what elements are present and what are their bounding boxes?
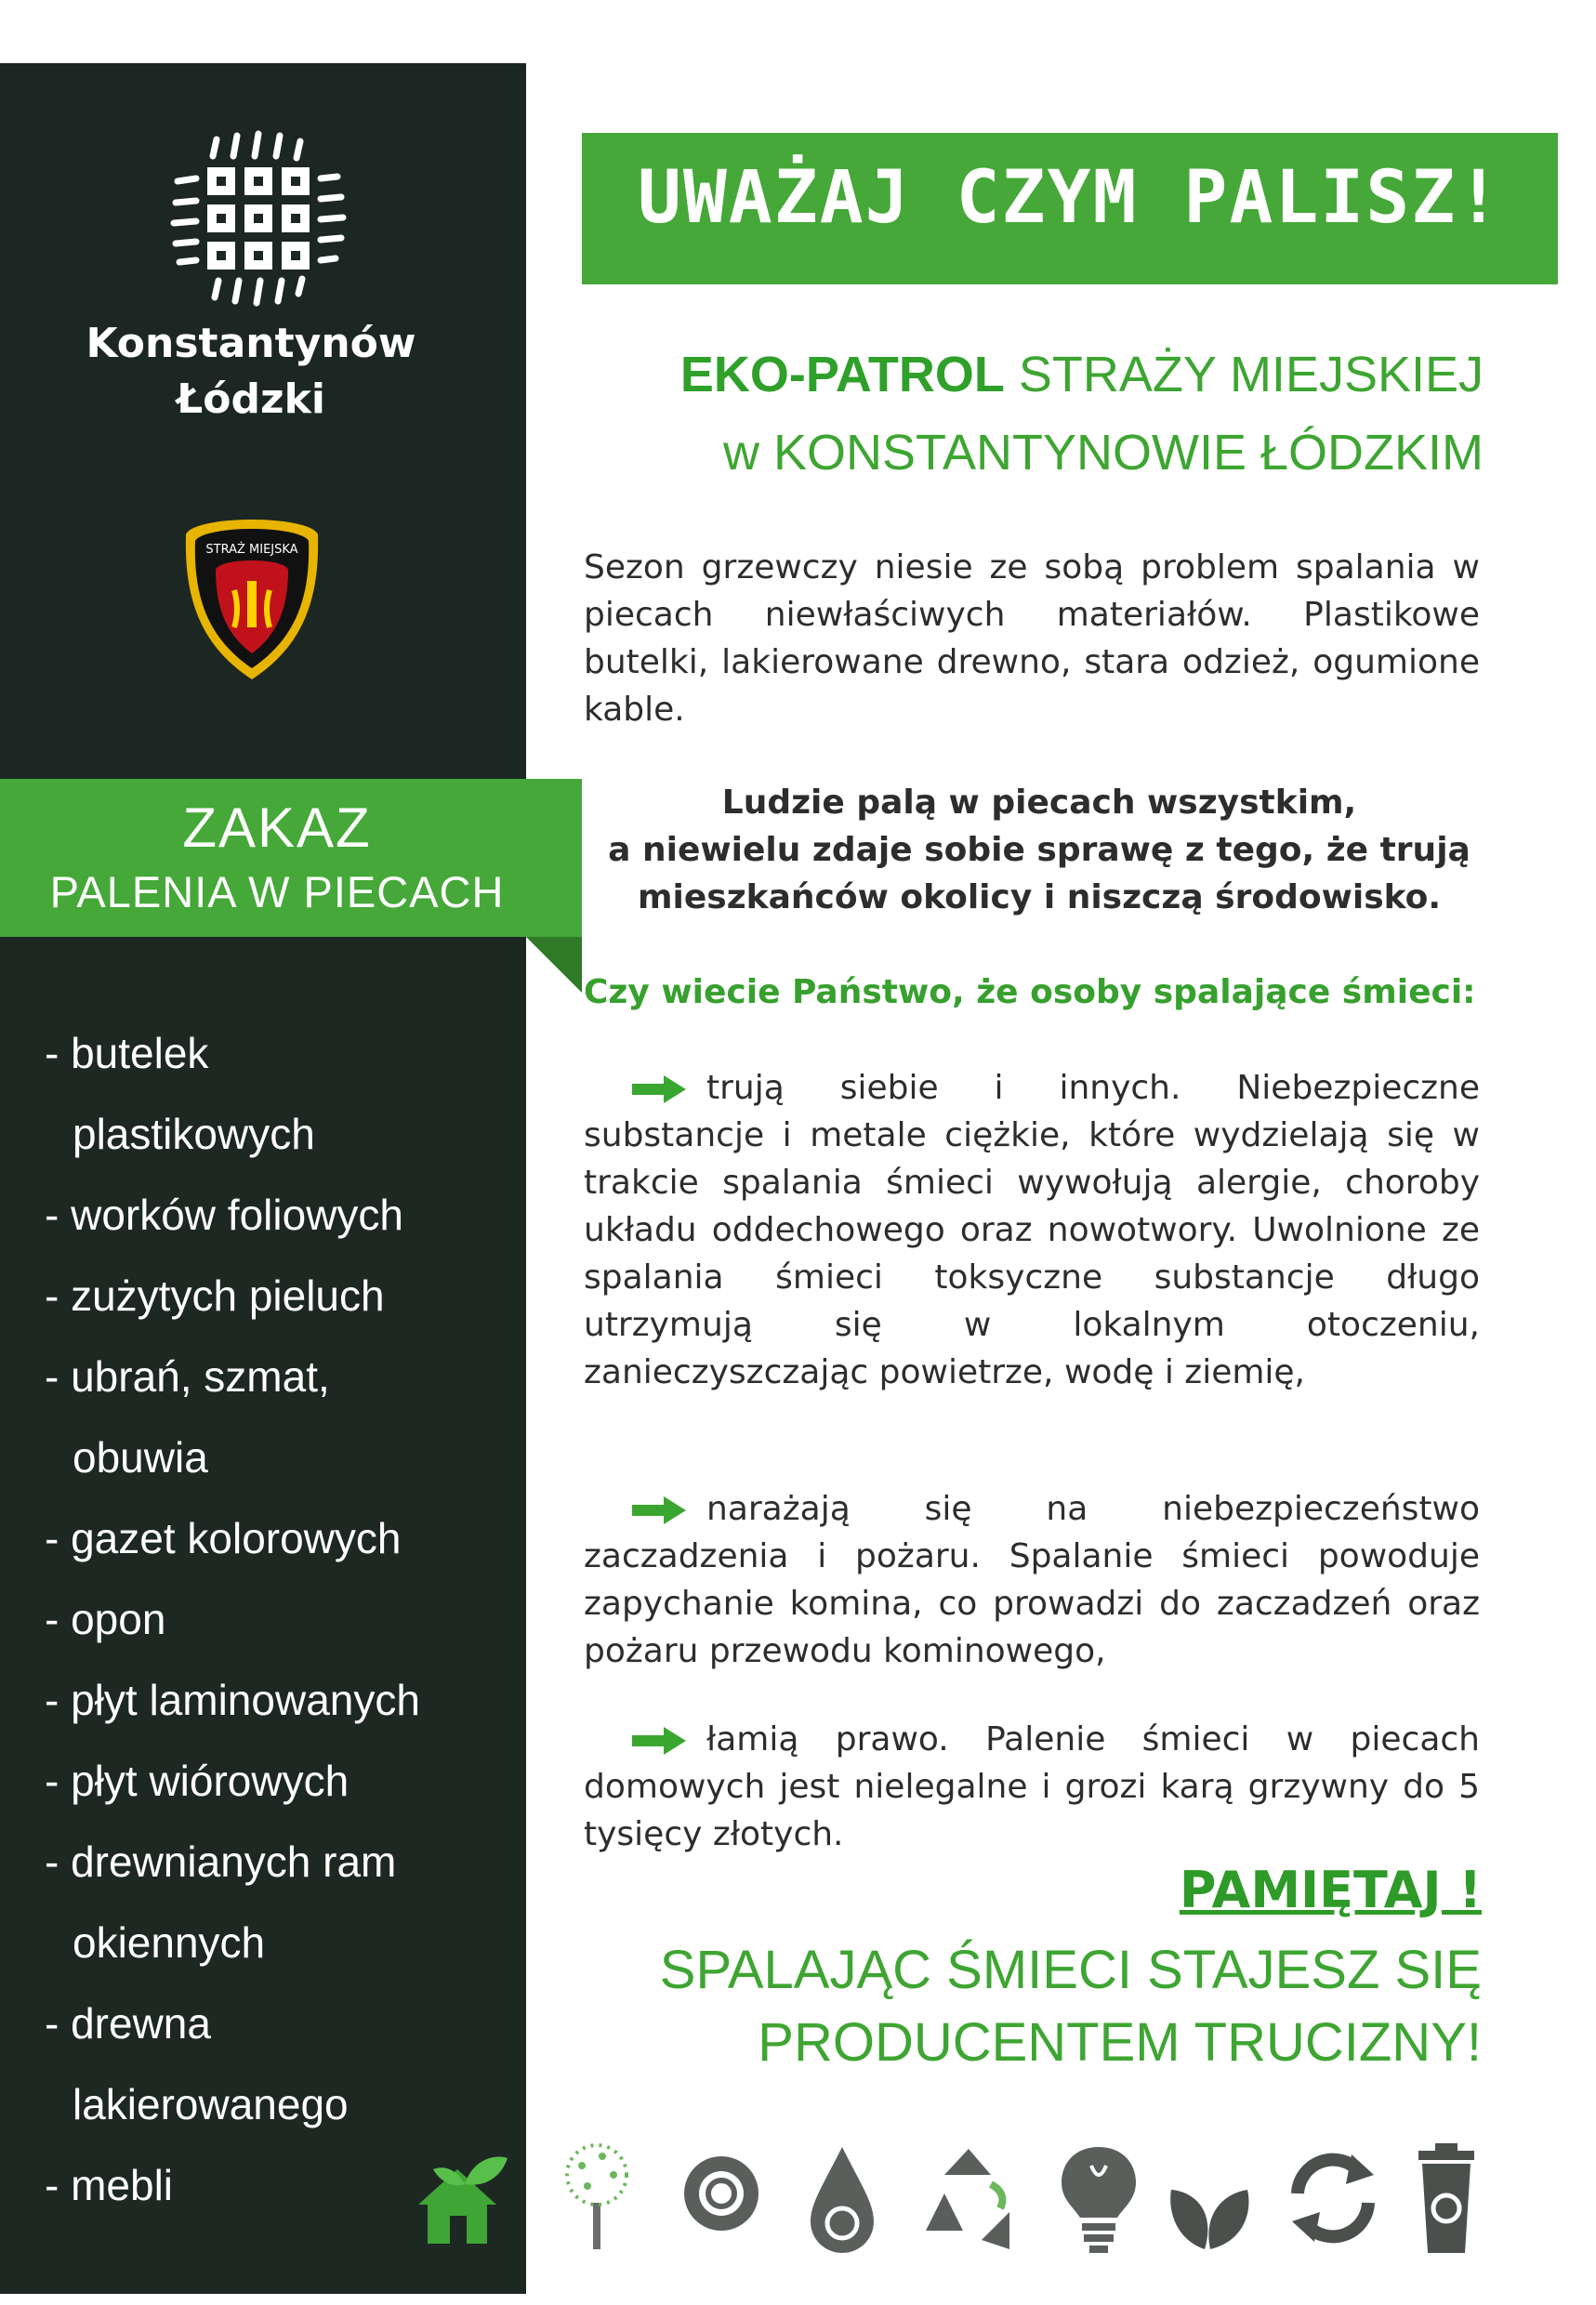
intro-paragraph: Sezon grzewczy niesie ze sobą problem spalania w piecach niewłaściwych materiałów. Plastikowe butelki, lakierowane drewno, stara odzież, ogumione kable. [584, 548, 1480, 729]
refresh-arrows-icon [1292, 2154, 1374, 2242]
list-item: - butelek [45, 1029, 209, 1077]
subheading-rest: STRAŻY MIEJSKIEJ [1018, 347, 1484, 402]
eco-icons-row [554, 2138, 1484, 2259]
list-item: - mebli [45, 2161, 174, 2209]
list-item: - płyt laminowanych [45, 1676, 420, 1724]
ban-banner-title: ZAKAZ [182, 797, 372, 859]
point-2 [584, 1485, 1480, 1675]
badge-text: STRAŻ MIEJSKA [205, 543, 298, 557]
ban-banner-fold [526, 937, 582, 993]
list-item: lakierowanego [73, 2080, 349, 2128]
list-item: - ubrań, szmat, [45, 1352, 330, 1401]
arrow-right-icon [632, 1496, 686, 1524]
tree-icon [567, 2145, 627, 2249]
arrow-right-icon [632, 1075, 686, 1103]
slogan-line1: SPALAJĄC ŚMIECI STAJESZ SIĘ [659, 1940, 1482, 2000]
recycle-arrows-icon [926, 2149, 1009, 2249]
city-name-line1: Konstantynów [86, 320, 416, 367]
city-name-line2: Łódzki [177, 375, 325, 423]
page-title: UWAŻAJ CZYM PALISZ! [637, 156, 1503, 240]
emphasis-line1: Ludzie palą w piecach wszystkim, [721, 784, 1357, 822]
list-item: okiennych [73, 1918, 266, 1967]
emphasis-line2: a niewielu zdaje sobie sprawę z tego, że trują [608, 831, 1471, 869]
city-guard-badge-icon [182, 516, 322, 683]
emphasis-line3: mieszkańców okolicy i niszczą środowisko. [638, 878, 1441, 916]
emphasis-paragraph [584, 779, 1495, 921]
point-2-text: narażają się na niebezpieczeństwo zaczadzenia i pożaru. Spalanie śmieci powoduje zapychanie komina, co prowadzi do zaczadzeń oraz pożaru przewodu kominowego, [584, 1490, 1480, 1670]
leaves-icon [1170, 2190, 1248, 2249]
house-leaf-icon [409, 2147, 511, 2249]
list-item: - gazet kolorowych [45, 1514, 402, 1562]
city-logo-icon [170, 130, 347, 307]
subheading-bold: EKO-PATROL [679, 347, 1005, 402]
list-item: - drewnianych ram [45, 1837, 397, 1886]
point-3-text: łamią prawo. Palenie śmieci w piecach domowych jest nielegalne i grozi karą grzywny do 5 tysięcy złotych. [584, 1720, 1480, 1853]
banned-materials-list [45, 1013, 519, 2226]
list-item: - worków foliowych [45, 1191, 403, 1239]
point-3 [584, 1716, 1480, 1858]
sun-recycle-icon [684, 2156, 758, 2231]
water-drop-recycle-icon [811, 2147, 874, 2253]
subheading-line2: w KONSTANTYNOWIE ŁÓDZKIM [722, 425, 1484, 481]
recycle-bin-icon [1418, 2143, 1474, 2253]
ban-banner-subtitle: PALENIA W PIECACH [49, 867, 505, 916]
lightbulb-icon [1062, 2147, 1136, 2253]
point-1 [584, 1064, 1480, 1396]
list-item: - drewna [45, 1999, 211, 2048]
city-name [56, 316, 446, 428]
slogan-line2: PRODUCENTEM TRUCIZNY! [758, 2012, 1482, 2073]
list-item: obuwia [73, 1433, 208, 1482]
arrow-right-icon [632, 1727, 686, 1755]
list-item: - płyt wiórowych [45, 1757, 350, 1805]
subheading-line1 [582, 346, 1484, 403]
question-paragraph: Czy wiecie Państwo, że osoby spalające śmieci: [584, 973, 1476, 1011]
list-item: - opon [45, 1595, 166, 1643]
list-item: plastikowych [73, 1110, 315, 1158]
remember-heading: PAMIĘTAJ ! [1179, 1861, 1482, 1919]
list-item: - zużytych pieluch [45, 1271, 385, 1320]
point-1-text: trują siebie i innych. Niebezpieczne substancje i metale ciężkie, które wydzielają się w trakcie spalania śmieci wywołują alergie, choroby układu oddechowego oraz nowotwory. Uwolnione ze spalania śmieci toksyczne substancje długo utrzymują się w lokalnym otoczeniu, zanieczyszczając powietrze, wodę i ziemię, [584, 1069, 1480, 1391]
